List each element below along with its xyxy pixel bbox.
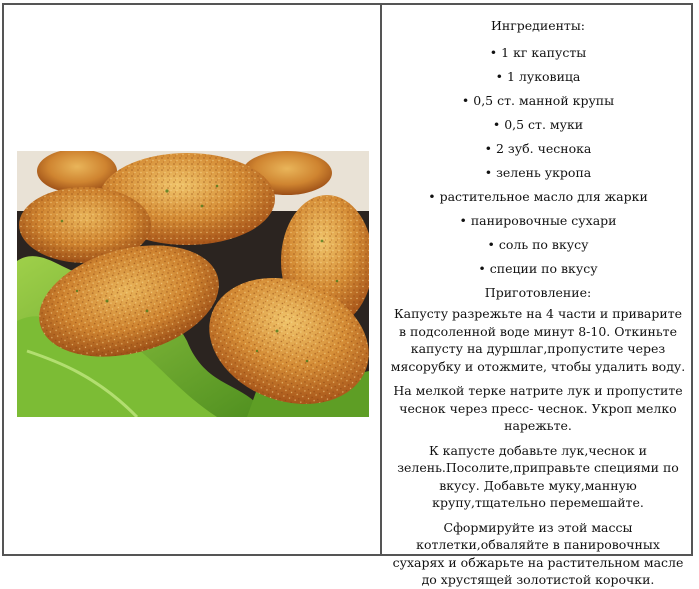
step-paragraph: К капусте добавьте лук,чеснок и зелень.Посолите,приправьте специями по вкусу. Добавьте муку,манную крупу,тщательно перемешайте. <box>397 442 679 510</box>
cutlets-photo <box>17 151 369 417</box>
cutlets-illustration <box>17 151 369 417</box>
step-paragraph: Капусту разрежьте на 4 части и приварите в подсоленной воде минут 8-10. Откиньте капусту на дуршлаг,пропустите через мясорубку и отожмите, чтобы удалить воду. <box>390 306 686 374</box>
preparation-steps <box>383 305 693 589</box>
ingredient-item: • соль по вкусу <box>383 233 693 257</box>
ingredient-item: • панировочные сухари <box>383 209 693 233</box>
ingredients-list <box>383 41 693 281</box>
ingredient-item: • 2 зуб. чеснока <box>383 137 693 161</box>
ingredient-item: • 0,5 ст. манной крупы <box>383 89 693 113</box>
ingredients-title: Ингредиенты: <box>490 18 585 33</box>
ingredient-item: • 1 луковица <box>383 65 693 89</box>
ingredient-item: • зелень укропа <box>383 161 693 185</box>
ingredient-item: • 0,5 ст. муки <box>383 113 693 137</box>
recipe-text <box>383 5 693 587</box>
ingredient-item: • специи по вкусу <box>383 257 693 281</box>
preparation-title: Приготовление: <box>484 285 592 300</box>
ingredient-item: • 1 кг капусты <box>383 41 693 65</box>
step-paragraph: На мелкой терке натрите лук и пропустите чеснок через пресс- чеснок. Укроп мелко нарежьте. <box>393 383 683 433</box>
recipe-card <box>2 3 693 587</box>
column-divider <box>380 5 382 554</box>
ingredient-item: • растительное масло для жарки <box>383 185 693 209</box>
step-paragraph: Сформируйте из этой массы котлетки,обваляйте в панировочных сухарях и обжарьте на растительном масле до хрустящей золотистой корочки. <box>392 519 684 587</box>
